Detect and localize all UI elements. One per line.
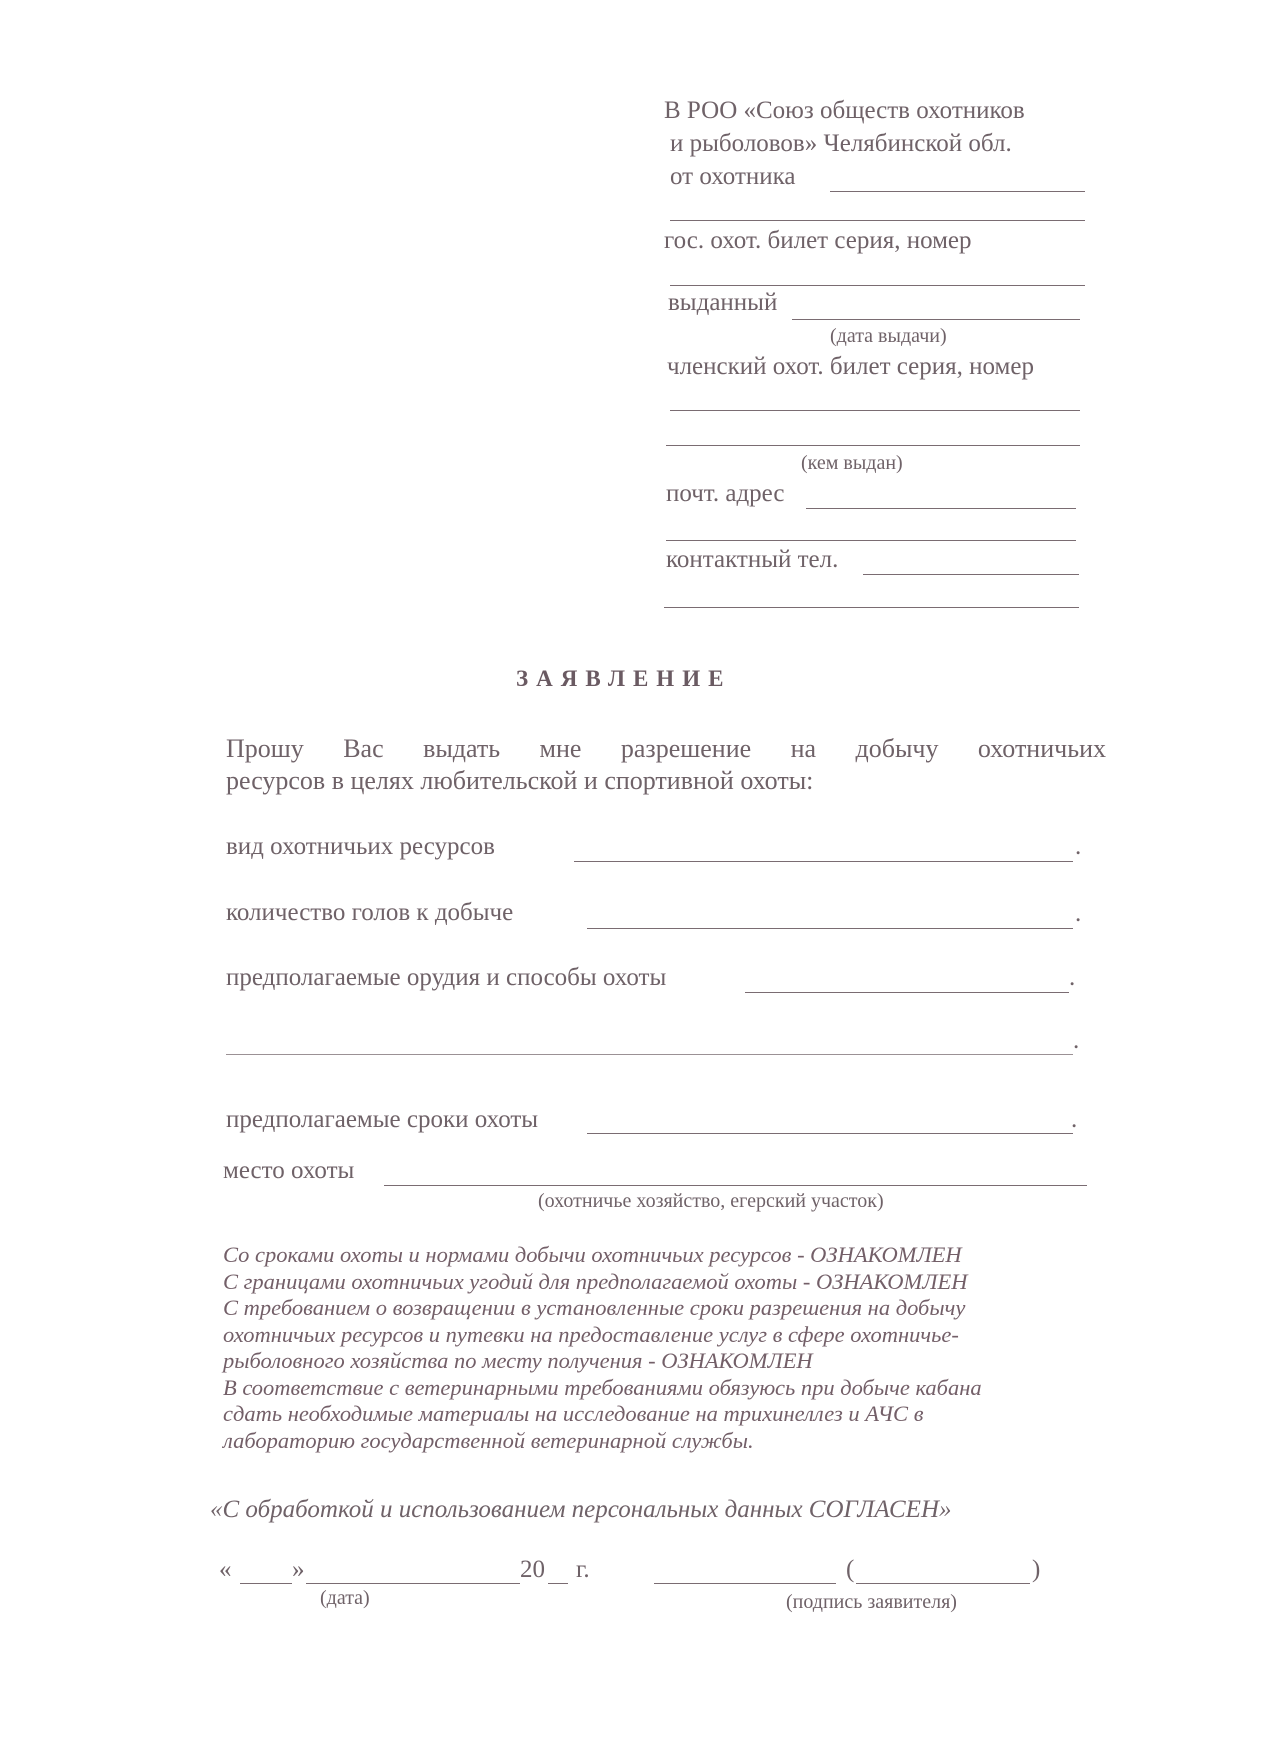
count-period: . [1075, 900, 1082, 927]
from-hunter-field[interactable] [830, 191, 1085, 192]
from-hunter-label: от охотника [670, 163, 796, 190]
place-hint: (охотничье хозяйство, егерский участок) [538, 1190, 884, 1212]
member-ticket-field[interactable] [670, 410, 1080, 411]
notice-line: рыболовного хозяйства по месту получения - ОЗНАКОМЛЕН [223, 1348, 813, 1373]
year-field[interactable] [548, 1583, 568, 1584]
signature-hint: (подпись заявителя) [786, 1591, 957, 1613]
date-hint: (дата) [320, 1587, 370, 1609]
member-ticket-label: членский охот. билет серия, номер [667, 353, 1034, 380]
address-field[interactable] [806, 508, 1076, 509]
notices-block [223, 1242, 982, 1454]
notice-line: лабораторию государственной ветеринарной службы. [223, 1427, 754, 1453]
hunter-name-field[interactable] [670, 220, 1085, 221]
notice-line: сдать необходимые материалы на исследование на трихинеллез и АЧС в [223, 1401, 924, 1426]
request-word: выдать [423, 734, 501, 763]
issued-by-field[interactable] [666, 445, 1080, 446]
signature-field[interactable] [654, 1583, 836, 1584]
kind-period: . [1075, 833, 1082, 860]
state-ticket-field[interactable] [670, 285, 1085, 286]
issued-date-hint: (дата выдачи) [830, 325, 947, 347]
kind-label: вид охотничьих ресурсов [226, 833, 495, 860]
address-label: почт. адрес [666, 480, 785, 507]
paren-open: ( [846, 1556, 855, 1583]
tools-period-2: . [1073, 1027, 1080, 1054]
count-label: количество голов к добыче [226, 899, 514, 926]
request-line-1 [226, 734, 1106, 764]
place-field[interactable] [384, 1185, 1087, 1186]
signature-name-field[interactable] [856, 1583, 1030, 1584]
phone-field-2[interactable] [664, 607, 1079, 608]
tools-field-2[interactable] [226, 1054, 1073, 1055]
date-quote-close: » [292, 1556, 305, 1583]
request-word: Прошу [226, 734, 304, 763]
year-prefix: 20 [520, 1556, 545, 1583]
consent-statement: «С обработкой и использованием персональных данных СОГЛАСЕН» [210, 1496, 952, 1523]
request-word: разрешение [620, 734, 752, 763]
month-field[interactable] [306, 1583, 520, 1584]
issued-label: выданный [668, 289, 778, 316]
paren-close: ) [1032, 1556, 1041, 1583]
year-suffix: г. [576, 1556, 590, 1583]
address-field-2[interactable] [666, 540, 1076, 541]
notice-line: В соответствие с ветеринарными требованиями обязуюсь при добыче кабана [223, 1374, 982, 1400]
notice-line: Со сроками охоты и нормами добычи охотничьих ресурсов - ОЗНАКОМЛЕН [223, 1242, 962, 1267]
tools-period: . [1069, 964, 1076, 991]
phone-field[interactable] [863, 574, 1079, 575]
issued-by-hint: (кем выдан) [801, 452, 903, 474]
notice-line: охотничьих ресурсов и путевки на предоставление услуг в сфере охотничье- [223, 1321, 959, 1347]
terms-label: предполагаемые сроки охоты [226, 1106, 539, 1133]
addressee-line-2: и рыболовов» Челябинской обл. [670, 130, 1012, 157]
request-word: на [790, 734, 817, 763]
tools-label: предполагаемые орудия и способы охоты [226, 964, 667, 991]
request-word: охотничьих [977, 734, 1106, 763]
request-word: Вас [343, 734, 384, 763]
request-word: мне [539, 734, 582, 763]
request-line-2: ресурсов в целях любительской и спортивной охоты: [226, 766, 814, 795]
tools-field[interactable] [745, 992, 1069, 993]
issued-date-field[interactable] [792, 319, 1080, 320]
day-field[interactable] [240, 1583, 292, 1584]
count-field[interactable] [587, 928, 1073, 929]
terms-field[interactable] [587, 1133, 1073, 1134]
terms-period: . [1071, 1106, 1078, 1133]
notice-line: С границами охотничьих угодий для предполагаемой охоты - ОЗНАКОМЛЕН [223, 1268, 968, 1294]
kind-field[interactable] [574, 861, 1073, 862]
addressee-line-1: В РОО «Союз обществ охотников [664, 97, 1025, 124]
place-label: место охоты [223, 1157, 355, 1184]
date-quote-open: « [219, 1556, 232, 1583]
request-word: добычу [855, 734, 939, 763]
state-ticket-label: гос. охот. билет серия, номер [664, 227, 972, 254]
document-title: ЗАЯВЛЕНИЕ [516, 666, 732, 691]
phone-label: контактный тел. [666, 546, 839, 573]
notice-line: С требованием о возвращении в установленные сроки разрешения на добычу [223, 1295, 966, 1320]
